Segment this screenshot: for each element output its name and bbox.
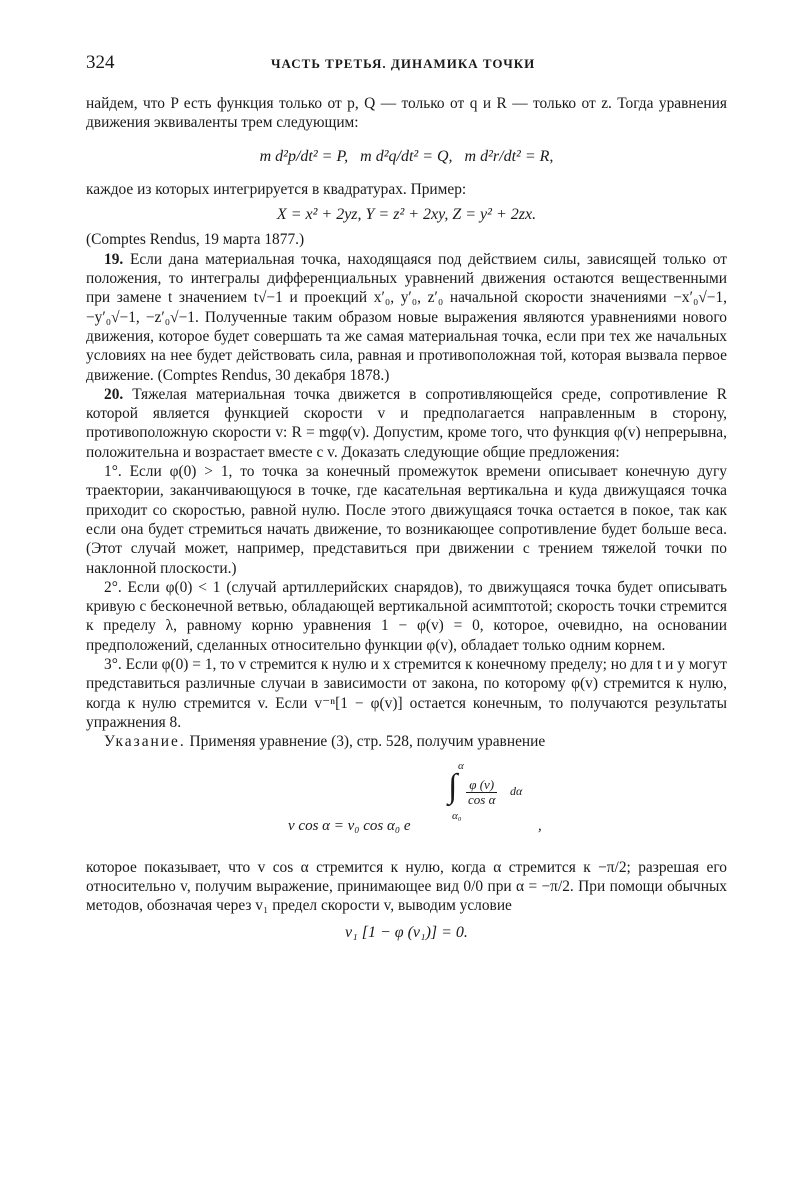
proposition-1: 1°. Если φ(0) > 1, то точка за конечный промежуток времени описывает конечную дугу траектории, заканчивающуюся в точке, где касательная вертикальна и куда движущаяся точка приходит со скоростью, равной нулю. После этого движущаяся точка остается в покое, так как если она будет стремиться начать движение, то возникающее сопротивление будет больше веса. (Этот случай может, например, представиться при движении с трением тяжелой точки по наклонной плоскости.): [86, 463, 727, 577]
equation-p: m d²p/dt² = P,: [259, 147, 349, 165]
integral-upper-limit: α: [458, 759, 464, 772]
exponent-fraction: [466, 778, 497, 807]
formula-base: v cos α = v₀ cos α₀ e: [288, 817, 411, 834]
exercise-20-text: Тяжелая материальная точка движется в сопротивляющейся среде, сопротивление R которой является функцией скорости v и предполагается направленным в сторону, противоположную скорости v: R = mgφ(v). Допустим, кроме того, что функция φ(v) непрерывна, положительна и возрастает вместе с v. Доказать следующие общие предложения:: [86, 385, 727, 461]
hint-paragraph: [86, 732, 727, 751]
formula-comma: ,: [538, 817, 542, 834]
after-equations-text: каждое из которых интегрируется в квадратурах. Пример:: [86, 180, 467, 198]
hint-label: Указание.: [104, 733, 186, 751]
page-header: [86, 52, 727, 76]
exponent-denominator: cos α: [468, 791, 496, 807]
hint-formula: [86, 759, 727, 840]
equation-r: m d²r/dt² = R,: [464, 147, 554, 165]
source-citation: (Comptes Rendus, 19 марта 1877.): [86, 231, 305, 249]
running-title: ЧАСТЬ ТРЕТЬЯ. ДИНАМИКА ТОЧКИ: [271, 56, 536, 71]
equation-q: m d²q/dt² = Q,: [360, 147, 453, 165]
intro-paragraph: найдем, что P есть функция только от p, Q — только от q и R — только от z. Тогда уравнения движения эквиваленты трем следующим:: [86, 95, 727, 132]
exercise-19-text: Если дана материальная точка, находящаяся под действием силы, зависящей только от положения, то интегралы дифференциальных уравнений движения остаются вещественными при замене t значением t√−1 и проекций x′₀, y′₀, z′₀ начальной скорости значениями −x′₀√−1, −y′₀√−1, −z′₀√−1. Полученные таким образом новые выражения являются уравнениями нового движения, которое будет совершать та же самая материальная точка, если при тех же начальных условиях на нее будет действовать сила, равная и противоположная той, которая вызвала первое движение. (Comptes Rendus, 30 декабря 1878.): [86, 250, 727, 384]
motion-equations: [86, 147, 727, 166]
integral-lower-limit: α₀: [452, 809, 462, 822]
final-condition: v₁ [1 − φ (v₁)] = 0.: [345, 924, 468, 942]
example-equation: X = x² + 2yz, Y = z² + 2xy, Z = y² + 2zx.: [276, 206, 537, 224]
page-number: 324: [86, 52, 115, 73]
integral-sign: ∫: [448, 767, 458, 805]
exercise-19: [86, 250, 727, 385]
exercise-20-number: 20.: [104, 385, 124, 403]
exponent-differential: dα: [510, 783, 523, 798]
hint-continuation: которое показывает, что v cos α стремится к нулю, когда α стремится к −π/2; разрешая его относительно v, получим выражение, принимающее вид 0/0 при α = −π/2. При помощи обычных методов, обозначая через v₁ предел скорости v, выводим условие: [86, 858, 727, 915]
hint-text: Применяя уравнение (3), стр. 528, получим уравнение: [189, 733, 546, 751]
book-page: [86, 52, 727, 943]
proposition-2: 2°. Если φ(0) < 1 (случай артиллерийских снарядов), то движущаяся точка будет описывать кривую с бесконечной ветвью, обладающей вертикальной асимптотой; скорость точки стремится к пределу λ, равному корню уравнения 1 − φ(v) = 0, которое, очевидно, на основании предположений, сделанных относительно функции φ(v), обладает только одним корнем.: [86, 578, 727, 654]
exercise-20: [86, 385, 727, 462]
exercise-19-number: 19.: [104, 250, 124, 268]
proposition-3: 3°. Если φ(0) = 1, то v стремится к нулю и x стремится к конечному пределу; но для t и y могут представиться различные случаи в зависимости от закона, по которому φ(v) стремится к нулю, когда к нулю стремится v. Если v⁻ⁿ[1 − φ(v)] остается конечным, то получаются результаты упражнения 8.: [86, 656, 727, 731]
exponent-numerator: φ (v): [466, 778, 497, 793]
